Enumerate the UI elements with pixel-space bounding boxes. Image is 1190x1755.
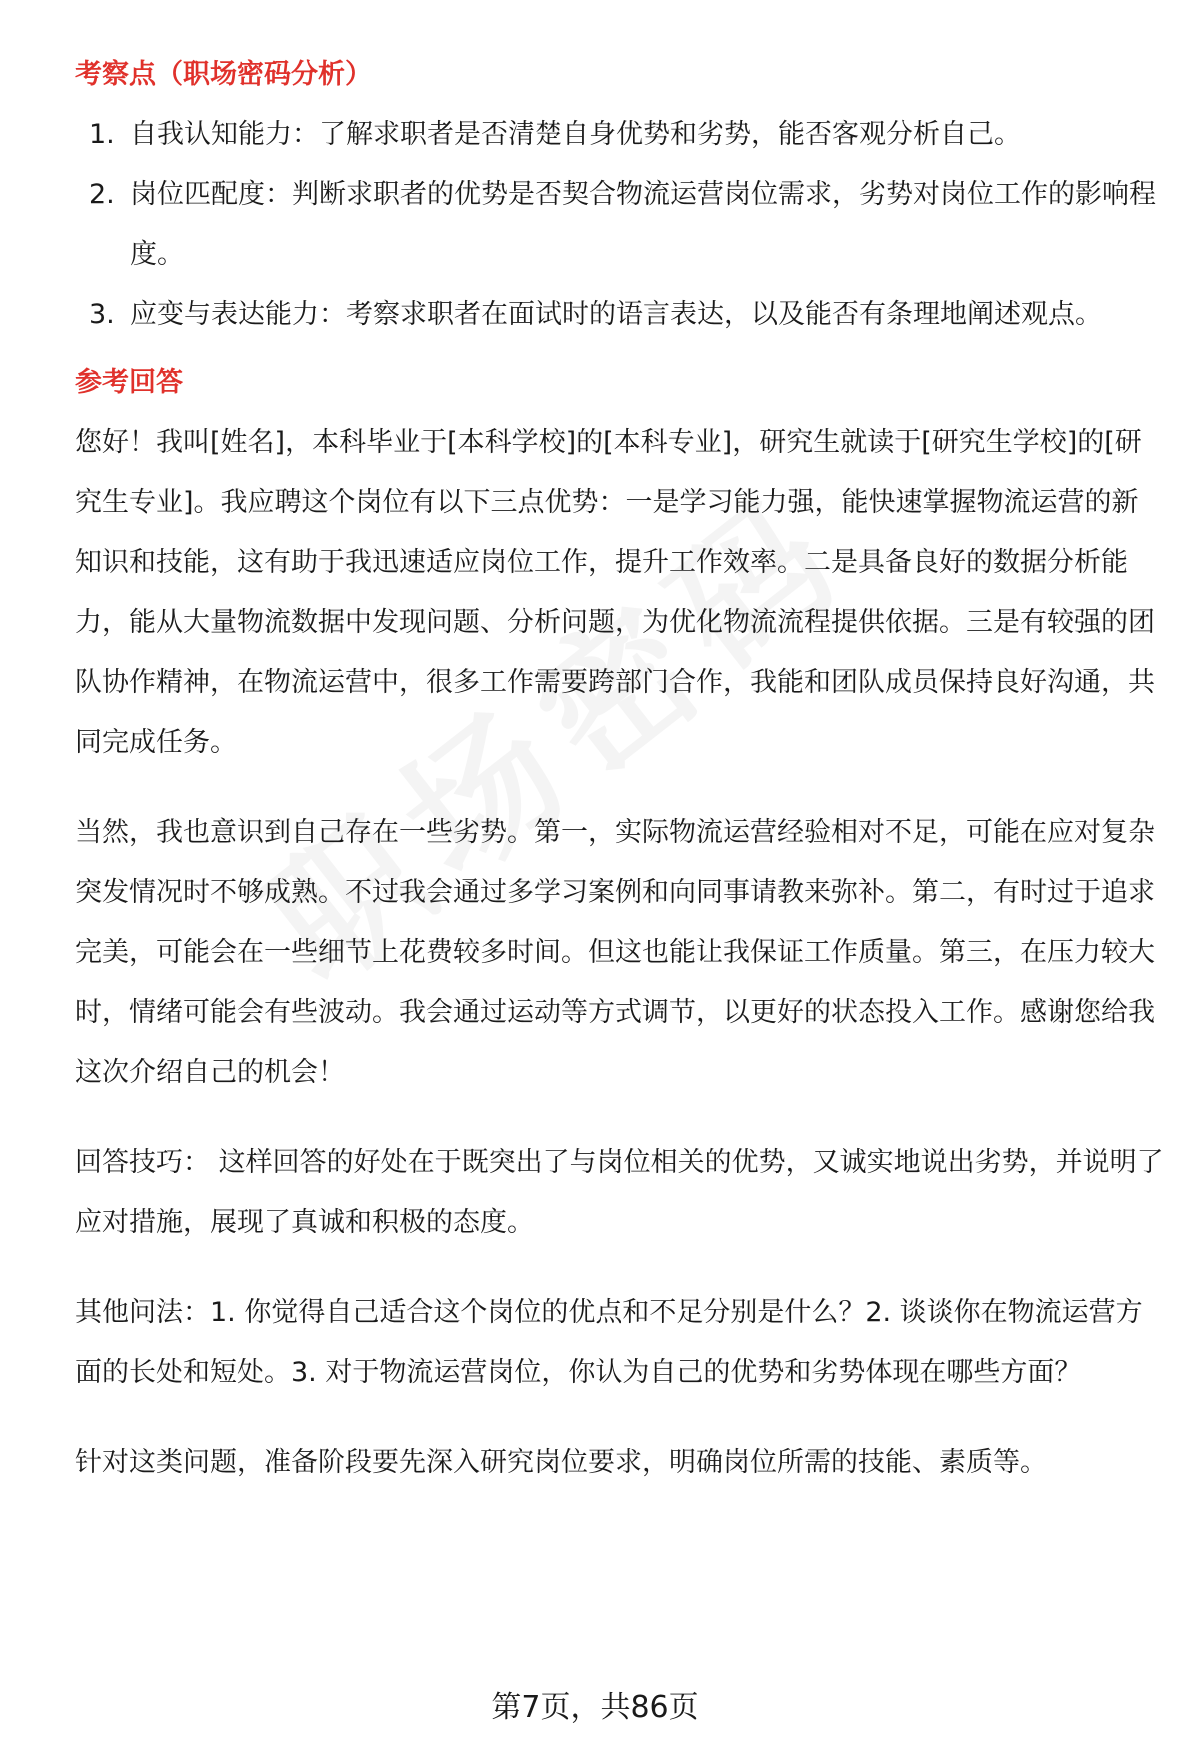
- list-item-text: 应变与表达能力：考察求职者在面试时的语言表达，以及能否有条理地阐述观点。: [130, 299, 1102, 330]
- list-item-text: 自我认知能力：了解求职者是否清楚自身优势和劣势，能否客观分析自己。: [130, 119, 1021, 150]
- answer-paragraph-weaknesses: 当然，我也意识到自己存在一些劣势。第一，实际物流运营经验相对不足，可能在应对复杂突发情况时不够成熟。不过我会通过多学习案例和向同事请教来弥补。第二，有时过于追求完美，可能会在一些细节上花费较多时间。但这也能让我保证工作质量。第三，在压力较大时，情绪可能会有些波动。我会通过运动等方式调节，以更好的状态投入工作。感谢您给我这次介绍自己的机会！: [75, 817, 1155, 1088]
- section-heading-reference-answer: 参考回答: [75, 367, 183, 398]
- answer-paragraph-strengths: 您好！我叫[姓名]，本科毕业于[本科学校]的[本科专业]，研究生就读于[研究生学校]的[研究生专业]。我应聘这个岗位有以下三点优势：一是学习能力强，能快速掌握物流运营的新知识和技能，这有助于我迅速适应岗位工作，提升工作效率。二是具备良好的数据分析能力，能从大量物流数据中发现问题、分析问题，为优化物流流程提供依据。三是有较强的团队协作精神，在物流运营中，很多工作需要跨部门合作，我能和团队成员保持良好沟通，共同完成任务。: [75, 427, 1155, 758]
- list-item: [75, 285, 1165, 345]
- page-number-footer: 第7页，共86页: [491, 1690, 699, 1725]
- list-item-number: 1.: [89, 119, 115, 150]
- document-page: [75, 45, 1165, 1523]
- answer-tips-paragraph: 回答技巧： 这样回答的好处在于既突出了与岗位相关的优势，又诚实地说出劣势，并说明了应对措施，展现了真诚和积极的态度。: [75, 1147, 1164, 1238]
- list-item: [75, 105, 1165, 165]
- list-item-number: 2.: [89, 179, 115, 210]
- list-item: [75, 165, 1165, 285]
- exam-points-list: [75, 105, 1165, 345]
- list-item-text: 岗位匹配度：判断求职者的优势是否契合物流运营岗位需求，劣势对岗位工作的影响程度。: [130, 179, 1156, 270]
- section-heading-exam-points: 考察点（职场密码分析）: [75, 59, 372, 90]
- list-item-number: 3.: [89, 299, 115, 330]
- alternative-questions-paragraph: 其他问法：1. 你觉得自己适合这个岗位的优点和不足分别是什么？2. 谈谈你在物流运营方面的长处和短处。3. 对于物流运营岗位，你认为自己的优势和劣势体现在哪些方面？: [75, 1297, 1143, 1388]
- preparation-advice-paragraph: 针对这类问题，准备阶段要先深入研究岗位要求，明确岗位所需的技能、素质等。: [75, 1447, 1047, 1478]
